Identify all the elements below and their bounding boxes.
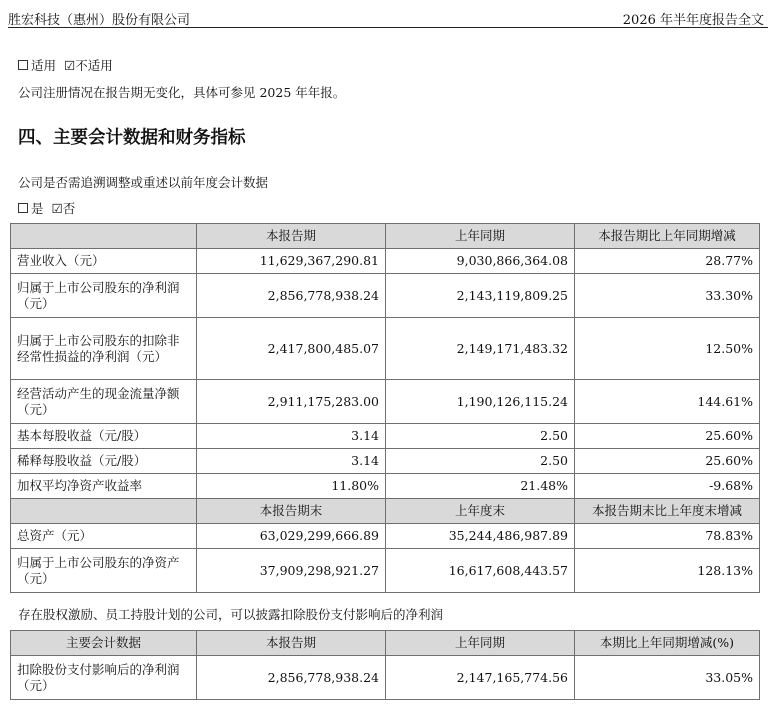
cell-value: 11.80%: [197, 474, 386, 499]
restate-options: [18, 199, 75, 217]
row-label: 加权平均净资产收益率: [11, 474, 197, 499]
cell-value: 2,417,800,485.07: [197, 318, 386, 380]
row-label: 营业收入（元）: [11, 249, 197, 274]
row-label: 经营活动产生的现金流量净额（元）: [11, 380, 197, 424]
table-row: [11, 549, 760, 593]
cell-value: 3.14: [197, 424, 386, 449]
yes-checkbox[interactable]: [18, 203, 28, 213]
header-cell: 上年同期: [386, 631, 575, 656]
cell-value: 35,244,486,987.89: [386, 524, 575, 549]
section-title: 四、主要会计数据和财务指标: [18, 128, 246, 148]
main-financial-table: [10, 223, 760, 593]
applicability-options: [18, 56, 113, 74]
not-apply-label: 不适用: [75, 58, 113, 73]
header-cell: 主要会计数据: [11, 631, 197, 656]
row-label: 稀释每股收益（元/股）: [11, 449, 197, 474]
no-checkbox-checked[interactable]: ☑: [51, 201, 63, 216]
row-label: 扣除股份支付影响后的净利润（元）: [11, 656, 197, 700]
cell-value: 2.50: [386, 449, 575, 474]
cell-value: 11,629,367,290.81: [197, 249, 386, 274]
header-cell: 本报告期比上年同期增减: [575, 224, 760, 249]
table-row: [11, 424, 760, 449]
table-row: [11, 474, 760, 499]
cell-value: 2,911,175,283.00: [197, 380, 386, 424]
equity-incentive-note: 存在股权激励、员工持股计划的公司，可以披露扣除股份支付影响后的净利润: [18, 607, 444, 622]
header-cell: 本报告期末: [197, 499, 386, 524]
header-company: 胜宏科技（惠州）股份有限公司: [8, 13, 191, 28]
header-cell: 本期比上年同期增减(%): [575, 631, 760, 656]
cell-value: 25.60%: [575, 424, 760, 449]
cell-value: 2,149,171,483.32: [386, 318, 575, 380]
header-divider: [8, 27, 768, 28]
cell-value: 12.50%: [575, 318, 760, 380]
cell-value: 37,909,298,921.27: [197, 549, 386, 593]
no-label: 否: [62, 201, 76, 216]
row-label: 归属于上市公司股东的净资产（元）: [11, 549, 197, 593]
cell-value: 63,029,299,666.89: [197, 524, 386, 549]
cell-value: 25.60%: [575, 449, 760, 474]
apply-label: 适用: [31, 58, 57, 73]
header-cell: 上年度末: [386, 499, 575, 524]
table-row: [11, 656, 760, 700]
cell-value: 9,030,866,364.08: [386, 249, 575, 274]
row-label: 归属于上市公司股东的净利润（元）: [11, 274, 197, 318]
row-label: 基本每股收益（元/股）: [11, 424, 197, 449]
cell-value: 2,143,119,809.25: [386, 274, 575, 318]
table-row: [11, 274, 760, 318]
cell-value: 78.83%: [575, 524, 760, 549]
header-report-title: 2026 年半年度报告全文: [622, 13, 764, 28]
yes-label: 是: [31, 201, 44, 216]
cell-value: 33.30%: [575, 274, 760, 318]
table-row: [11, 318, 760, 380]
table-row: [11, 524, 760, 549]
not-apply-checkbox-checked[interactable]: ☑: [64, 58, 76, 73]
cell-value: 21.48%: [386, 474, 575, 499]
header-cell: 本报告期: [197, 224, 386, 249]
registration-note: 公司注册情况在报告期无变化，具体可参见 2025 年年报。: [18, 85, 346, 100]
cell-value: 33.05%: [575, 656, 760, 700]
cell-value: 2,856,778,938.24: [197, 656, 386, 700]
header-cell: 本报告期末比上年度末增减: [575, 499, 760, 524]
table-row: [11, 249, 760, 274]
share-payment-adjusted-table: [10, 630, 760, 700]
table-header-row: [11, 224, 760, 249]
table-row: [11, 449, 760, 474]
restate-question: 公司是否需追溯调整或重述以前年度会计数据: [18, 175, 269, 190]
header-cell: [11, 224, 197, 249]
row-label: 归属于上市公司股东的扣除非经常性损益的净利润（元）: [11, 318, 197, 380]
row-label: 总资产（元）: [11, 524, 197, 549]
cell-value: 1,190,126,115.24: [386, 380, 575, 424]
header-cell: [11, 499, 197, 524]
table-row: [11, 380, 760, 424]
table-header-row: [11, 631, 760, 656]
cell-value: 2,147,165,774.56: [386, 656, 575, 700]
cell-value: 16,617,608,443.57: [386, 549, 575, 593]
header-cell: 本报告期: [197, 631, 386, 656]
cell-value: 2,856,778,938.24: [197, 274, 386, 318]
cell-value: 144.61%: [575, 380, 760, 424]
cell-value: -9.68%: [575, 474, 760, 499]
cell-value: 28.77%: [575, 249, 760, 274]
table-header-row: [11, 499, 760, 524]
cell-value: 128.13%: [575, 549, 760, 593]
cell-value: 3.14: [197, 449, 386, 474]
header-cell: 上年同期: [386, 224, 575, 249]
apply-checkbox[interactable]: [18, 60, 28, 70]
cell-value: 2.50: [386, 424, 575, 449]
